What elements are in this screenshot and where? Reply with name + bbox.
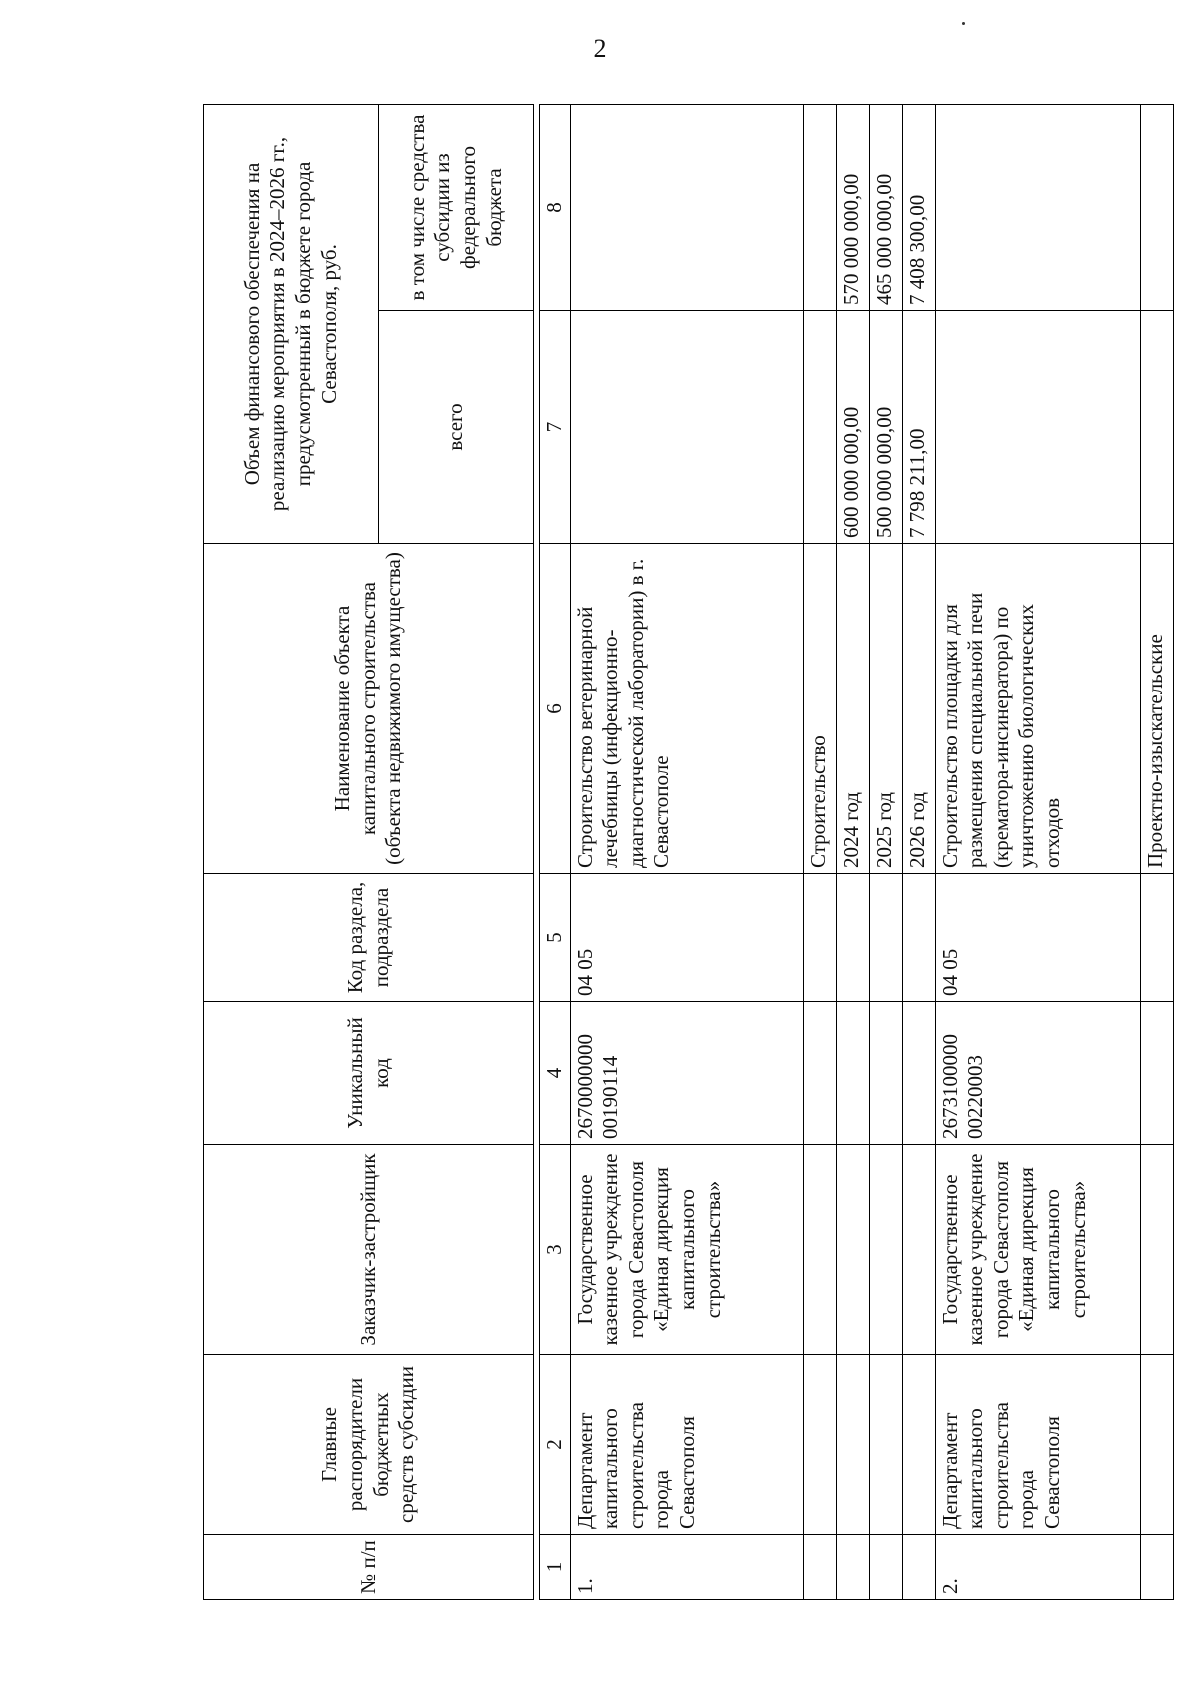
table-row (836, 105, 869, 1600)
row-object: 2026 год (902, 544, 935, 874)
column-number: 6 (540, 544, 571, 874)
row-object: 2024 год (836, 544, 869, 874)
row-total: 600 000 000,00 (836, 311, 869, 544)
row-federal: 7 408 300,00 (902, 105, 935, 311)
header-object: Наименование объекта капитального строительства (объекта недвижимого имущества) (204, 544, 534, 874)
header-total: всего (379, 311, 534, 544)
row-customer: Государственное казенное учреждение города Севастополя «Единая дирекция капитального строительства» (570, 1145, 803, 1355)
table-row (1140, 105, 1173, 1600)
header-distributor: Главные распорядители бюджетных средств субсидии (204, 1355, 534, 1535)
header-code: Уникальный код (204, 1002, 534, 1145)
row-distributor: Департамент капитального строительства города Севастополя (570, 1355, 803, 1535)
table-row (570, 105, 803, 1600)
row-section: 04 05 (570, 874, 803, 1002)
column-number: 4 (540, 1002, 571, 1145)
row-number: 2. (935, 1535, 1140, 1600)
row-object: Строительство площадки для размещения специальной печи (крематора-инсинератора) по уничтожению биологических отходов (935, 544, 1140, 874)
column-number-row (540, 105, 571, 1600)
row-federal (935, 105, 1140, 311)
row-total (935, 311, 1140, 544)
row-federal (570, 105, 803, 311)
header-num: № п/п (204, 1535, 534, 1600)
column-number: 3 (540, 1145, 571, 1355)
row-object: 2025 год (869, 544, 902, 874)
column-number: 1 (540, 1535, 571, 1600)
header-federal: в том числе средства субсидии из федерального бюджета (379, 105, 534, 311)
column-number: 5 (540, 874, 571, 1002)
page-number: 2 (593, 34, 607, 63)
table-row (935, 105, 1140, 1600)
row-code: 2670000000 00190114 (570, 1002, 803, 1145)
table-row (869, 105, 902, 1600)
header-funding-group: Объем финансового обеспечения на реализацию мероприятия в 2024–2026 гг., предусмотренный в бюджете города Севастополя, руб. (204, 105, 379, 544)
header-customer: Заказчик-застройщик (204, 1145, 534, 1355)
row-total (570, 311, 803, 544)
row-object: Проектно-изыскательские (1140, 544, 1173, 874)
column-number: 8 (540, 105, 571, 311)
row-total: 7 798 211,00 (902, 311, 935, 544)
row-object: Строительство ветеринарной лечебницы (инфекционно-диагностической лаборатории) в г. Севастополе (570, 544, 803, 874)
header-section: Код раздела, подраздела (204, 874, 534, 1002)
row-total: 500 000 000,00 (869, 311, 902, 544)
scan-speck (962, 22, 965, 25)
row-customer: Государственное казенное учреждение города Севастополя «Единая дирекция капитального строительства» (935, 1145, 1140, 1355)
row-number: 1. (570, 1535, 803, 1600)
table-row (902, 105, 935, 1600)
row-object: Строительство (803, 544, 836, 874)
header-row-1 (204, 105, 379, 1600)
row-federal: 570 000 000,00 (836, 105, 869, 311)
column-number: 2 (540, 1355, 571, 1535)
column-number: 7 (540, 311, 571, 544)
row-section: 04 05 (935, 874, 1140, 1002)
rotated-table-container (203, 105, 1200, 1600)
funding-table (203, 104, 1174, 1600)
row-federal: 465 000 000,00 (869, 105, 902, 311)
row-code: 2673100000 00220003 (935, 1002, 1140, 1145)
row-distributor: Департамент капитального строительства города Севастополя (935, 1355, 1140, 1535)
table-row (803, 105, 836, 1600)
